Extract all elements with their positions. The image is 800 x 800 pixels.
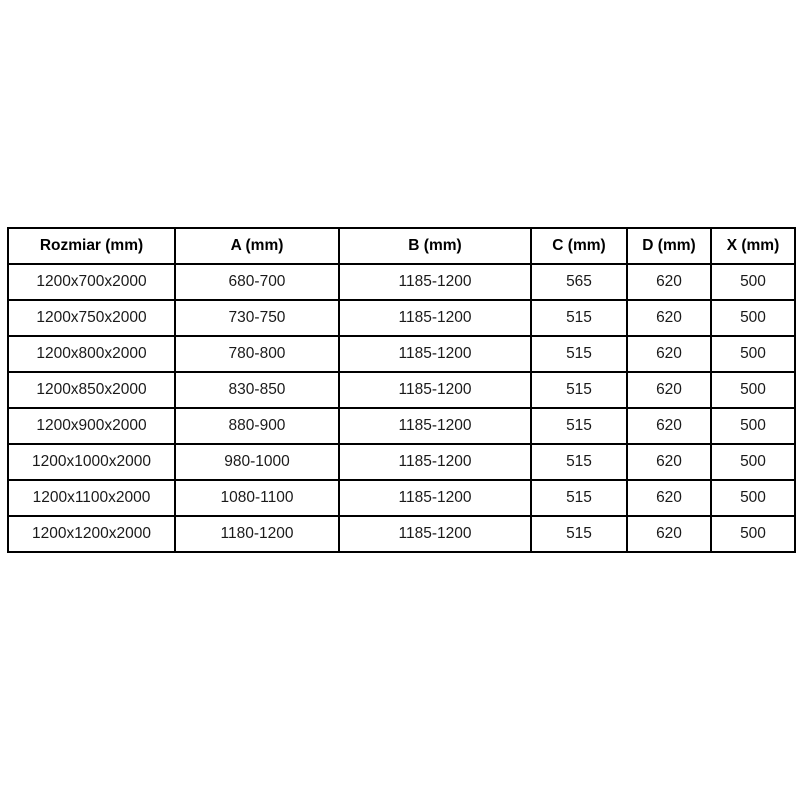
table-row — [8, 516, 795, 552]
cell-x: 500 — [711, 516, 795, 552]
cell-b: 1185-1200 — [339, 336, 531, 372]
cell-rozmiar: 1200x850x2000 — [8, 372, 175, 408]
cell-d: 620 — [627, 516, 711, 552]
cell-c: 515 — [531, 444, 627, 480]
cell-rozmiar: 1200x1200x2000 — [8, 516, 175, 552]
cell-a: 880-900 — [175, 408, 339, 444]
cell-a: 730-750 — [175, 300, 339, 336]
cell-x: 500 — [711, 264, 795, 300]
cell-b: 1185-1200 — [339, 300, 531, 336]
cell-rozmiar: 1200x700x2000 — [8, 264, 175, 300]
cell-x: 500 — [711, 372, 795, 408]
table-row — [8, 444, 795, 480]
cell-rozmiar: 1200x750x2000 — [8, 300, 175, 336]
cell-c: 515 — [531, 300, 627, 336]
header-c: C (mm) — [531, 228, 627, 264]
cell-b: 1185-1200 — [339, 516, 531, 552]
cell-x: 500 — [711, 408, 795, 444]
cell-b: 1185-1200 — [339, 444, 531, 480]
cell-b: 1185-1200 — [339, 264, 531, 300]
size-spec-table-container — [7, 227, 794, 553]
cell-c: 565 — [531, 264, 627, 300]
table-row — [8, 408, 795, 444]
cell-b: 1185-1200 — [339, 372, 531, 408]
cell-d: 620 — [627, 300, 711, 336]
cell-x: 500 — [711, 300, 795, 336]
cell-rozmiar: 1200x1000x2000 — [8, 444, 175, 480]
header-d: D (mm) — [627, 228, 711, 264]
cell-c: 515 — [531, 408, 627, 444]
cell-rozmiar: 1200x900x2000 — [8, 408, 175, 444]
table-row — [8, 336, 795, 372]
cell-rozmiar: 1200x800x2000 — [8, 336, 175, 372]
cell-rozmiar: 1200x1100x2000 — [8, 480, 175, 516]
cell-a: 1180-1200 — [175, 516, 339, 552]
cell-c: 515 — [531, 372, 627, 408]
table-header-row — [8, 228, 795, 264]
cell-x: 500 — [711, 444, 795, 480]
cell-b: 1185-1200 — [339, 408, 531, 444]
table-row — [8, 264, 795, 300]
header-b: B (mm) — [339, 228, 531, 264]
table-row — [8, 300, 795, 336]
cell-c: 515 — [531, 336, 627, 372]
cell-c: 515 — [531, 516, 627, 552]
cell-b: 1185-1200 — [339, 480, 531, 516]
cell-d: 620 — [627, 264, 711, 300]
cell-x: 500 — [711, 480, 795, 516]
cell-a: 680-700 — [175, 264, 339, 300]
header-x: X (mm) — [711, 228, 795, 264]
cell-a: 1080-1100 — [175, 480, 339, 516]
table-row — [8, 372, 795, 408]
header-a: A (mm) — [175, 228, 339, 264]
cell-c: 515 — [531, 480, 627, 516]
size-spec-table — [7, 227, 796, 553]
cell-a: 780-800 — [175, 336, 339, 372]
cell-a: 980-1000 — [175, 444, 339, 480]
cell-d: 620 — [627, 336, 711, 372]
cell-d: 620 — [627, 408, 711, 444]
cell-x: 500 — [711, 336, 795, 372]
cell-d: 620 — [627, 480, 711, 516]
table-row — [8, 480, 795, 516]
cell-d: 620 — [627, 444, 711, 480]
cell-d: 620 — [627, 372, 711, 408]
header-rozmiar: Rozmiar (mm) — [8, 228, 175, 264]
cell-a: 830-850 — [175, 372, 339, 408]
